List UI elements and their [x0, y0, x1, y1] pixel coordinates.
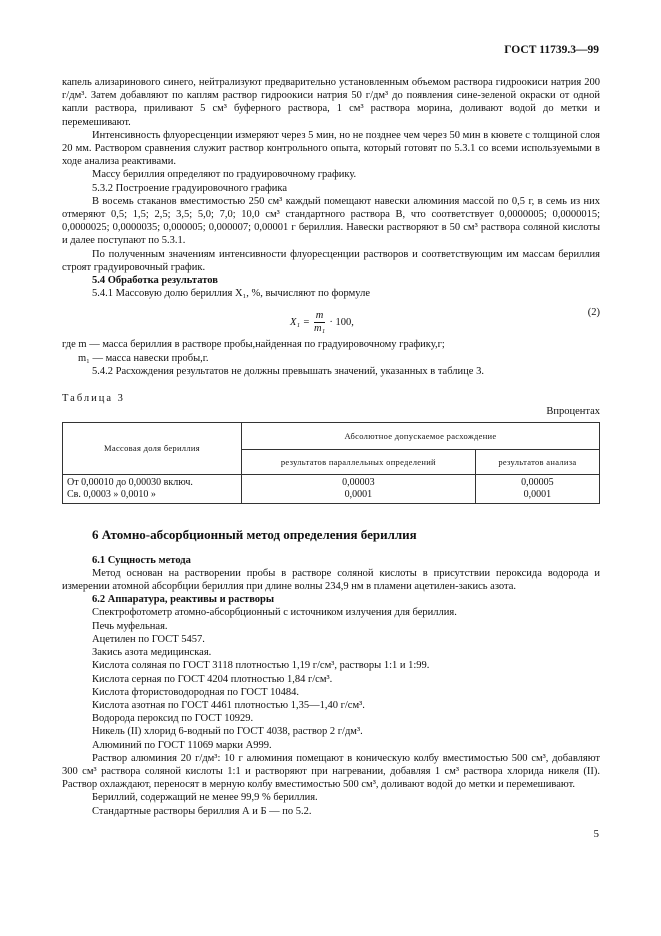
list-item: Кислота соляная по ГОСТ 3118 плотностью 1,19 г/см³, растворы 1:1 и 1:99.: [92, 660, 430, 672]
tolerance-table: [62, 422, 600, 504]
list-item: Кислота азотная по ГОСТ 4461 плотностью 1,35—1,40 г/см³.: [92, 699, 365, 711]
list-item: Кислота фтористоводородная по ГОСТ 10484.: [92, 686, 300, 698]
page-number: 5: [593, 828, 599, 840]
where-line: m₁ — масса навески пробы,г.: [78, 352, 209, 364]
paragraph: Метод основан на растворении пробы в растворе соляной кислоты в присутствии пероксида водорода и измерении атомной абсорбции бериллия при длине волны 234,9 нм в пламени ацетилен-закись азота.: [62, 567, 600, 593]
section-heading: 6.2 Аппаратура, реактивы и растворы: [92, 594, 275, 606]
table-cell: 0,00005: [521, 477, 554, 489]
table-header: Массовая доля бериллия: [63, 423, 242, 475]
paragraph: В восемь стаканов вместимостью 250 см³ каждый помещают навески алюминия массой по 0,5 г, в семь из них отмеряют 0,5; 1,5; 2,5; 3,5; 5,0; 7,0; 10,0 см³ стандартного раствора В, что соответствует 0,0000005; 0,0000015; 0,0000025; 0,0000035; 0,000005; 0,000007; 0,00001 г бериллия. Навески растворяют в 50 см³ раствора соляной кислоты и далее поступают по 5.3.1.: [62, 195, 600, 247]
formula-rhs: · 100,: [329, 317, 354, 329]
list-item: Алюминий по ГОСТ 11069 марки А999.: [92, 739, 272, 751]
paragraph: Раствор алюминия 20 г/дм³: 10 г алюминия помещают в коническую колбу вместимостью 500 см³, добавляют 300 см³ раствора соляной кислоты 1:1 и растворяют при нагревании, добавляя 1 см³ раствора хлорида никеля (II). Раствор охлаждают, переносят в мерную колбу вместимостью 500 см³, доливают водой до метки и перемешивают.: [62, 752, 600, 791]
paragraph: Стандартные растворы бериллия А и Б — по 5.2.: [92, 805, 312, 817]
list-item: Никель (II) хлорид 6-водный по ГОСТ 4038, раствор 2 г/дм³.: [92, 726, 363, 738]
table-cell: 0,0001: [344, 489, 373, 501]
paragraph: Бериллий, содержащий не менее 99,9 % бериллия.: [92, 792, 318, 804]
page-body: [62, 40, 600, 818]
table-unit: Впроцентах: [546, 406, 600, 418]
formula-denominator: m₁: [313, 323, 326, 335]
section-heading: 5.4 Обработка результатов: [92, 275, 218, 287]
formula-number: (2): [587, 307, 600, 319]
list-item: Кислота серная по ГОСТ 4204 плотностью 1,84 г/см³.: [92, 673, 333, 685]
formula-fraction: [314, 310, 326, 335]
table-header: результатов параллельных определений: [242, 450, 476, 475]
document-header: ГОСТ 11739.3—99: [504, 44, 599, 56]
subsection-heading: 5.3.2 Построение градуировочного графика: [92, 182, 288, 194]
table-header: результатов анализа: [475, 450, 599, 475]
list-item: Спектрофотометр атомно-абсорбционный с источником излучения для бериллия.: [92, 607, 457, 619]
paragraph: капель ализаринового синего, нейтрализуют предварительно установленным объемом раствора гидроокиси натрия 200 г/дм³. Затем добавляют по каплям раствор гидроокиси натрия 50 г/дм³ до появления сине-зеленой окраски от одной капли раствора, приливают 5 см³ буферного раствора, 1 см³ раствора морина, доливают водой до метки и перемешивают.: [62, 77, 600, 128]
table-cell: 0,0001: [523, 489, 552, 501]
list-item: Ацетилен по ГОСТ 5457.: [92, 633, 205, 645]
table-cell: 0,00003: [342, 477, 375, 489]
paragraph: Массу бериллия определяют по градуировочному графику.: [92, 169, 357, 181]
section-heading: 6.1 Сущность метода: [92, 554, 191, 566]
table-row: [63, 475, 600, 504]
table-cell: Св. 0,0003 » 0,0010 »: [67, 489, 156, 501]
paragraph: По полученным значениям интенсивности флуоресценции растворов и соответствующим им массам бериллия строят градуировочный график.: [62, 248, 600, 273]
paragraph: Интенсивность флуоресценции измеряют через 5 мин, но не позднее чем через 50 мин в кювете с толщиной слоя 20 мм. Раствором сравнения служит раствор контрольного опыта, который готовят по 5.3.1 со всеми используемыми в ходе анализа реактивами.: [62, 129, 600, 168]
list-item: Водорода пероксид по ГОСТ 10929.: [92, 713, 254, 725]
list-item: Печь муфельная.: [92, 620, 168, 632]
table-cell: От 0,00010 до 0,00030 включ.: [67, 477, 193, 489]
chapter-heading: 6 Атомно-абсорбционный метод определения бериллия: [92, 527, 417, 543]
list-item: Закись азота медицинская.: [92, 647, 212, 659]
where-line: где m — масса бериллия в растворе пробы,найденная по градуировочному графику,г;: [62, 339, 445, 351]
paragraph: 5.4.2 Расхождения результатов не должны превышать значений, указанных в таблице 3.: [92, 365, 484, 377]
table-header: Абсолютное допускаемое расхождение: [242, 423, 600, 450]
formula-lhs: X₁ =: [290, 317, 310, 329]
formula-numerator: m: [315, 310, 324, 322]
table-title: Таблица 3: [62, 393, 125, 405]
paragraph: 5.4.1 Массовую долю бериллия X₁, %, вычисляют по формуле: [92, 288, 370, 300]
formula: [62, 304, 600, 338]
